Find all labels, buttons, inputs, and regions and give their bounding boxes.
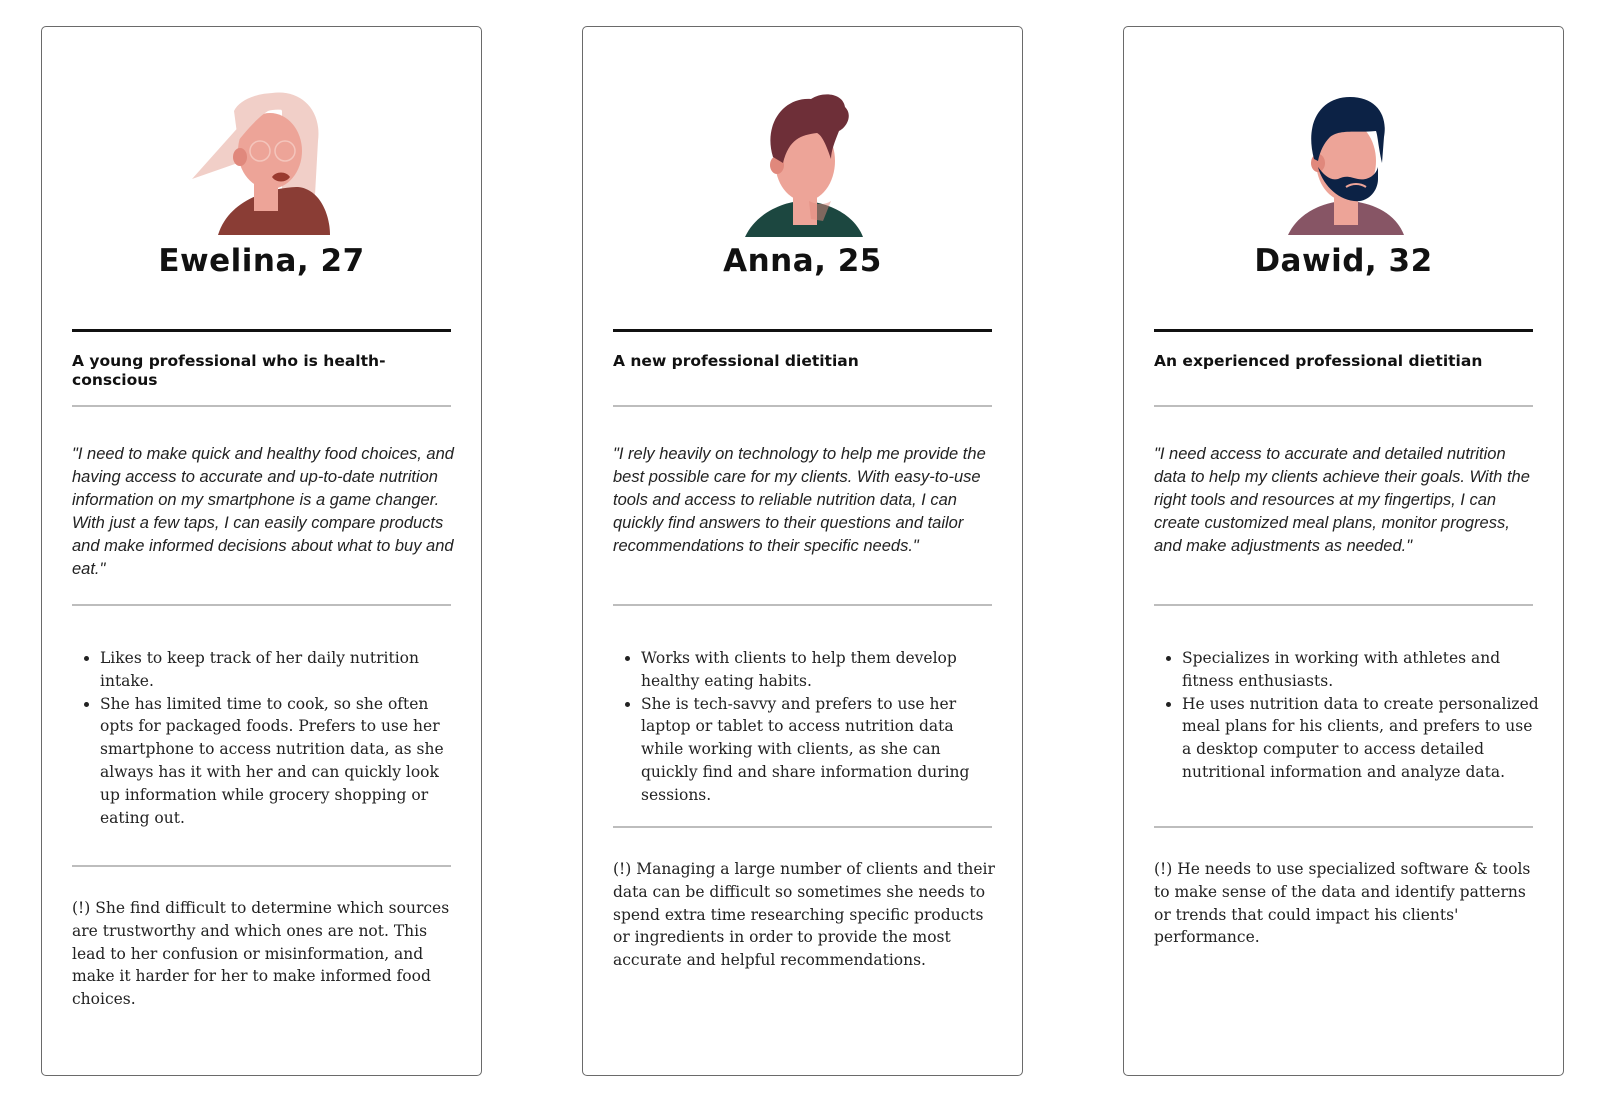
persona-pain-point: (!) She find difficult to determine which sources are trustworthy and which ones are not. This lead to her confusion or misinformation, and make it harder for her to make informed food choices. xyxy=(72,899,450,1009)
list-item: • She has limited time to cook, so she often opts for packaged foods. Prefers to use her smartphone to access nutrition data, as she always has it with her and can quickly look up information while grocery shopping or eating out. xyxy=(100,693,459,830)
persona-role: A young professional who is health-conscious xyxy=(72,352,386,389)
persona-role: An experienced professional dietitian xyxy=(1154,352,1483,370)
list-item: • She is tech-savvy and prefers to use her laptop or tablet to access nutrition data while working with clients, as she can quickly find and share information during sessions. xyxy=(641,693,1000,807)
section-divider xyxy=(1154,405,1533,407)
section-divider xyxy=(613,405,992,407)
persona-facts-list xyxy=(72,647,459,829)
section-divider xyxy=(1154,604,1533,606)
persona-quote: "I rely heavily on technology to help me provide the best possible care for my clients. With easy-to-use tools and access to reliable nutrition data, I can quickly find answers to their questions and tailor recommendations to their specific needs." xyxy=(613,445,986,555)
section-divider xyxy=(613,604,992,606)
man-beard-avatar-icon xyxy=(1124,71,1563,251)
persona-pain-point: (!) He needs to use specialized software & tools to make sense of the data and identify patterns or trends that could impact his clients' performance. xyxy=(1154,860,1531,947)
persona-card-anna xyxy=(582,26,1023,1076)
woman-short-hair-avatar-icon xyxy=(583,71,1022,251)
title-divider xyxy=(72,329,451,332)
section-divider xyxy=(72,604,451,606)
persona-card-dawid xyxy=(1123,26,1564,1076)
persona-facts-list xyxy=(1154,647,1541,784)
title-divider xyxy=(1154,329,1533,332)
list-item: • Likes to keep track of her daily nutrition intake. xyxy=(100,647,459,693)
woman-blonde-avatar-icon xyxy=(42,71,481,251)
section-divider xyxy=(72,865,451,867)
persona-quote: "I need access to accurate and detailed nutrition data to help my clients achieve their goals. With the right tools and resources at my fingertips, I can create customized meal plans, monitor progress, and make adjustments as needed." xyxy=(1154,445,1530,555)
persona-card-ewelina xyxy=(41,26,482,1076)
persona-facts-list xyxy=(613,647,1000,807)
persona-role: A new professional dietitian xyxy=(613,352,859,370)
list-item: • Specializes in working with athletes and fitness enthusiasts. xyxy=(1182,647,1541,693)
section-divider xyxy=(1154,826,1533,828)
list-item: • He uses nutrition data to create personalized meal plans for his clients, and prefers to use a desktop computer to access detailed nutritional information and analyze data. xyxy=(1182,693,1541,784)
list-item: • Works with clients to help them develop healthy eating habits. xyxy=(641,647,1000,693)
section-divider xyxy=(72,405,451,407)
persona-name: Ewelina, 27 xyxy=(158,243,365,279)
persona-quote: "I need to make quick and healthy food choices, and having access to accurate and up-to-date nutrition information on my smartphone is a game changer. With just a few taps, I can easily compare products and make informed decisions about what to buy and eat." xyxy=(72,445,454,578)
section-divider xyxy=(613,826,992,828)
persona-name: Dawid, 32 xyxy=(1254,243,1433,279)
persona-name: Anna, 25 xyxy=(723,243,882,279)
persona-pain-point: (!) Managing a large number of clients and their data can be difficult so sometimes she needs to spend extra time researching specific products or ingredients in order to provide the most accurate and helpful recommendations. xyxy=(613,860,995,970)
title-divider xyxy=(613,329,992,332)
